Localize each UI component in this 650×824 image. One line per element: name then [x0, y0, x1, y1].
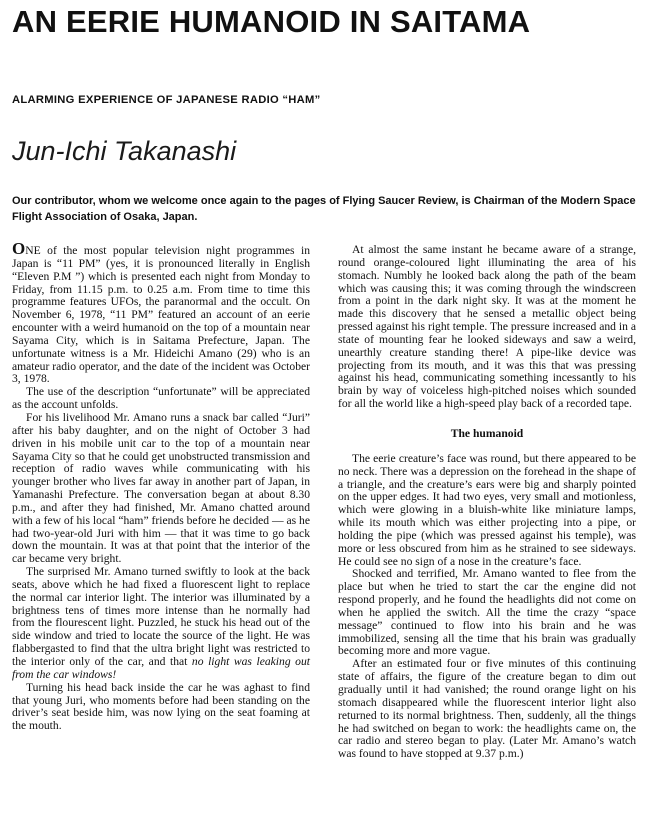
body-paragraph: The eerie creature’s face was round, but there appeared to be no neck. There was a depression on the forehead in the shape of a triangle, and the creature’s ears were big and sharply pointed on the upper edges. It had two eyes, very small and motionless, which were glowing in a bluish-white like miniature lamps, while its mouth which was either projecting into a pipe, or holding the pipe (which was pressed against his temple), was more or less obscured from him as he strained to see sideways. He could see no sign of a nose in the creature’s face. — [338, 451, 636, 568]
body-paragraph: For his livelihood Mr. Amano runs a snack bar called “Juri” after his baby daughter, and on the night of October 3 had driven in his mobile unit car to the top of a mountain near Sayama City so that he could get unobstructed transmission and reception of radio waves while communicating with his younger brother who lives far away in another part of Japan, in Yamanashi Prefecture. The conversation began at about 8.30 p.m., and after they had finished, Mr. Amano chatted around with a few of his local “ham” friends before he decided — as he had two-year-old Juri with him — that it was time to go back down the mountain. It was at that point that the interior of the car became very bright. — [12, 410, 310, 566]
right-column — [338, 244, 636, 761]
body-paragraph: Shocked and terrified, Mr. Amano wanted to flee from the place but when he tried to start the car the engine did not respond properly, and he found the headlights did not come on when he applied the switch. All the time the crazy “space message” continued to flow into his brain and he was immobilized, sensing all the time that his brain was gradually becoming more and more vague. — [338, 567, 636, 658]
paragraph-text: NE of the most popular television night programmes in Japan is “11 PM” (yes, it is pronounced literally in English “Eleven P.M ”) which is presented each night from Monday to Friday, from 11.15 p.m. to 0.25 a.m. From time to time this programme features UFOs, the paranormal and the occult. On November 6, 1978, “11 PM” featured an account of an eerie encounter with a weird humanoid on the top of a mountain near Sayama City, which is in Saitama Prefecture, Japan. The unfortunate witness is a Mr. Hideichi Amano (29) who is an amateur radio operator, and the date of the incident was October 3, 1978. — [12, 244, 310, 386]
drop-cap: O — [12, 239, 26, 258]
body-paragraph — [12, 566, 310, 682]
paragraph-text: The surprised Mr. Amano turned swiftly to look at the back seats, above which he had fixed a fluorescent light to replace the normal car interior light. The interior was illuminated by a brightness tens of times more intense than he normally had from the flourescent light. Puzzled, he stuck his head out of the side window and tried to locate the source of the light. He was flabbergasted to find that the ultra bright light was restricted to the interior only of the car, and that — [12, 565, 310, 668]
emphasis-text: no light was leaking out from the car windows! — [12, 655, 310, 681]
section-heading: The humanoid — [450, 426, 524, 440]
body-paragraph: After an estimated four or five minutes of this continuing state of affairs, the figure of the creature began to dim out gradually until it had vanished; the round orange light on his stomach disappeared while the fluorescent interior light also returned to its normal brightness. Then, suddenly, all the things he had switched on began to work: the headlights came on, the car radio and stereo began to play. (Later Mr. Amano’s watch was found to have stopped at 9.37 p.m.) — [338, 657, 636, 761]
body-paragraph — [12, 239, 310, 386]
author-name: Jun-Ichi Takanashi — [12, 136, 237, 166]
intro-paragraph: Our contributor, whom we welcome once again to the pages of Flying Saucer Review, is Chairman of the Modern Space Flight Association of Osaka, Japan. — [12, 195, 636, 223]
left-column — [12, 239, 310, 733]
article-subtitle: ALARMING EXPERIENCE OF JAPANESE RADIO “HAM” — [12, 94, 321, 106]
article-title: AN EERIE HUMANOID IN SAITAMA — [12, 4, 531, 39]
body-paragraph: Turning his head back inside the car he was aghast to find that young Juri, who moments before had been standing on the driver’s seat beside him, was now lying on the seat foaming at the mouth. — [12, 680, 310, 733]
body-paragraph: At almost the same instant he became aware of a strange, round orange-coloured light illuminating the area of his stomach. Numbly he looked back along the path of the beam which was causing this; it was coming through the windscreen from a point in the dark night sky. It was at the moment he made this discovery that he sensed a metallic object being pressed against his right temple. The pressure increased and in a state of mounting fear he looked sideways and saw a weird, unearthly creature standing there! A pipe-like device was projecting from its mouth, and it was this that was pressing against his head, communicating something incessantly to his brain by way of voiceless high-pitched noises which sounded for all the world like a high-speed play back of a recorded tape. — [338, 243, 636, 411]
body-paragraph: The use of the description “unfortunate” will be appreciated as the account unfolds. — [12, 385, 310, 412]
